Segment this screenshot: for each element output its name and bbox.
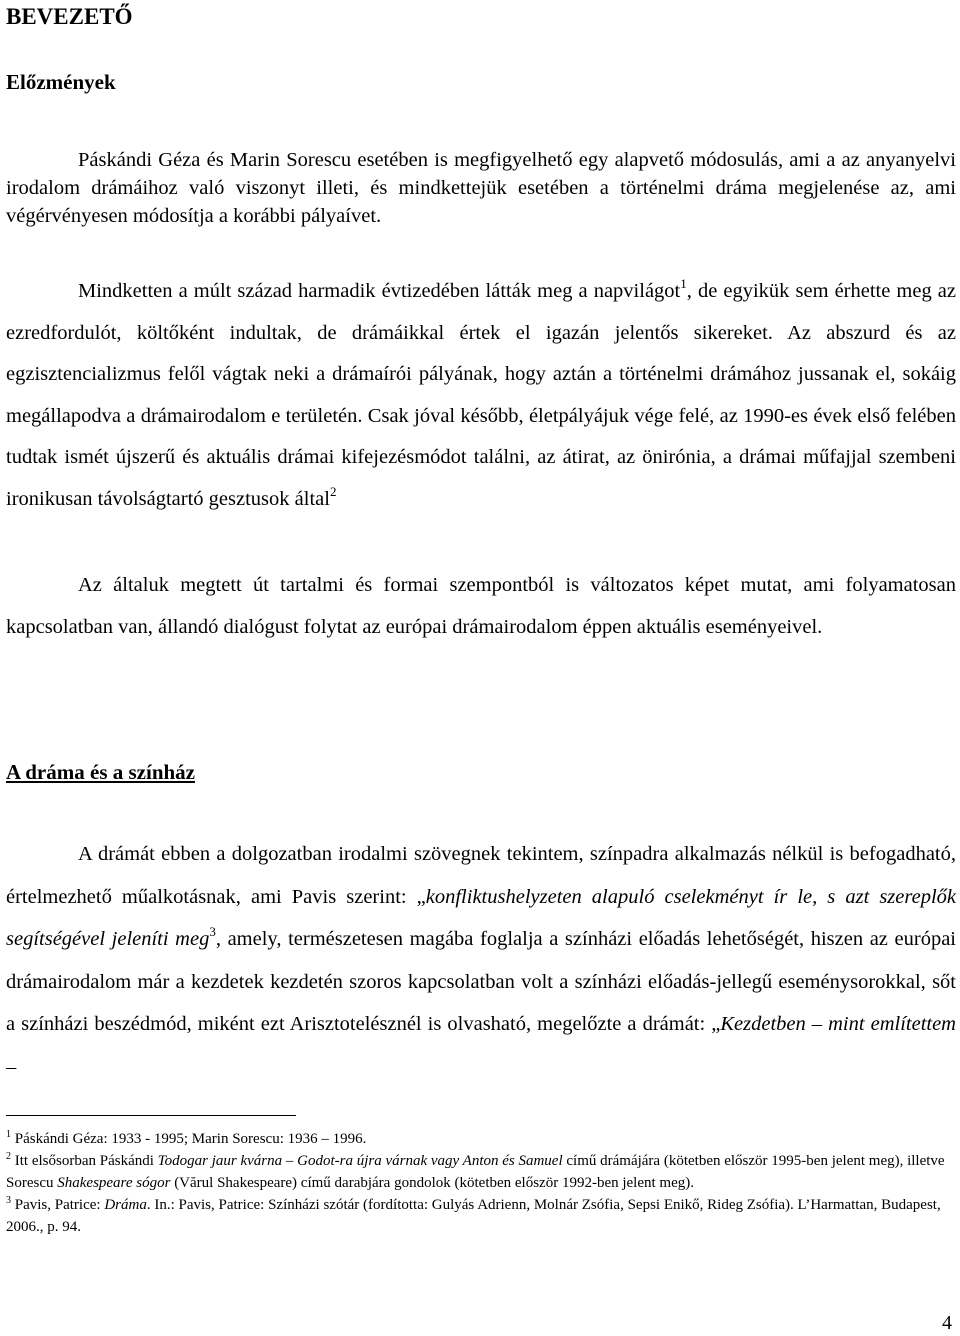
footnote-2-text-b: című drámájára (kötetben először 1995-ben jelent meg), illetve Sorescu bbox=[6, 1153, 945, 1191]
footnote-ref-3: 3 bbox=[209, 924, 216, 939]
footnote-ref-1: 1 bbox=[680, 276, 687, 291]
paragraph-2 bbox=[6, 271, 956, 520]
paragraph-4-text-b: , amely, természetesen magába foglalja a színházi előadás lehetőségét, hiszen az európai drámairodalom már a kezdetek kezdetén szoros kapcsolatban volt a színházi előadás-jellegű eseménysorokkal, sőt a színházi beszédmód, miként ezt Arisztotelésznél is olvasható, megelőzte a drámát: „ bbox=[6, 928, 956, 1035]
paragraph-1 bbox=[6, 146, 956, 230]
aristotle-quote: Kezdetben – mint említettem – bbox=[6, 1013, 956, 1078]
footnote-1 bbox=[6, 1128, 956, 1150]
section-title-elozmenyek: Előzmények bbox=[6, 70, 116, 94]
chapter-heading: BEVEZETŐ bbox=[6, 4, 133, 29]
footnote-3-title: Dráma bbox=[104, 1197, 147, 1213]
footnote-1-text: Páskándi Géza: 1933 - 1995; Marin Sorescu: 1936 – 1996. bbox=[14, 1131, 367, 1147]
paragraph-3-text: Az általuk megtett út tartalmi és formai szempontból is változatos képet mutat, ami folyamatosan kapcsolatban van, állandó dialógust folytat az európai drámairodalom éppen aktuális eseményeivel. bbox=[6, 574, 956, 638]
footnote-2 bbox=[6, 1150, 956, 1194]
footnote-3-number: 3 bbox=[6, 1195, 11, 1206]
footnote-3 bbox=[6, 1194, 956, 1238]
paragraph-4-text-a: A drámát ebben a dolgozatban irodalmi szövegnek tekintem, színpadra alkalmazás nélkül is befogadható, értelmezhető műalkotásnak, ami Pavis szerint: „ bbox=[6, 843, 956, 908]
page-number: 4 bbox=[942, 1312, 952, 1334]
footnotes bbox=[6, 1128, 956, 1238]
paragraph-3 bbox=[6, 565, 956, 648]
footnote-2-title-2: Shakespeare sógor bbox=[57, 1175, 171, 1191]
paragraph-4 bbox=[6, 833, 956, 1088]
footnote-3-text-a: Pavis, Patrice: bbox=[14, 1197, 105, 1213]
paragraph-2-text-a: Mindketten a múlt század harmadik évtizedében látták meg a napvilágot bbox=[78, 280, 681, 302]
footnote-ref-2: 2 bbox=[329, 483, 337, 499]
footnote-2-number: 2 bbox=[6, 1151, 11, 1162]
pavis-quote: konfliktushelyzeten alapuló cselekményt ír le, s azt szereplők segítségével jeleníti meg bbox=[6, 885, 956, 950]
footnote-3-text-b: . In.: Pavis, Patrice: Színházi szótár (fordította: Gulyás Adrienn, Molnár Zsófia, Sepsi Enikő, Rideg Zsófia). L’Harmattan, Budapest, 2006., p. 94. bbox=[6, 1197, 941, 1235]
footnote-2-text-c: (Vărul Shakespeare) című darabjára gondolok (kötetben először 1992-ben jelent meg). bbox=[170, 1175, 694, 1191]
section-title-drama-es-szinhaz: A dráma és a színház bbox=[6, 760, 195, 784]
footnote-2-text-a: Itt elsősorban Páskándi bbox=[14, 1153, 158, 1169]
footnote-separator bbox=[6, 1115, 296, 1116]
footnote-1-number: 1 bbox=[6, 1129, 11, 1140]
footnote-2-title-1: Todogar jaur kvárna – Godot-ra újra várnak vagy Anton és Samuel bbox=[157, 1153, 563, 1169]
paragraph-2-text-b: , de egyikük sem érhette meg az ezredfordulót, költőként indultak, de drámáikkal értek el igazán jelentős sikereket. Az abszurd és az egzisztencializmus felől vágtak neki a drámaírói pályának, hogy aztán a történelmi drámához jussanak el, sokáig megállapodva a drámairodalom e területén. Csak jóval később, életpályájuk vége felé, az 1990-es évek első felében tudtak ismét újszerű és aktuális drámai kifejezésmódot találni, az átirat, az önirónia, a drámai műfajjal szembeni ironikusan távolságtartó gesztusok által bbox=[6, 280, 956, 510]
paragraph-1-text: Páskándi Géza és Marin Sorescu esetében is megfigyelhető egy alapvető módosulás, ami a az anyanyelvi irodalom drámáihoz való viszonyt illeti, és mindkettejük esetében a történelmi dráma megjelenése az, ami végérvényesen módosítja a korábbi pályaívet. bbox=[6, 149, 956, 227]
